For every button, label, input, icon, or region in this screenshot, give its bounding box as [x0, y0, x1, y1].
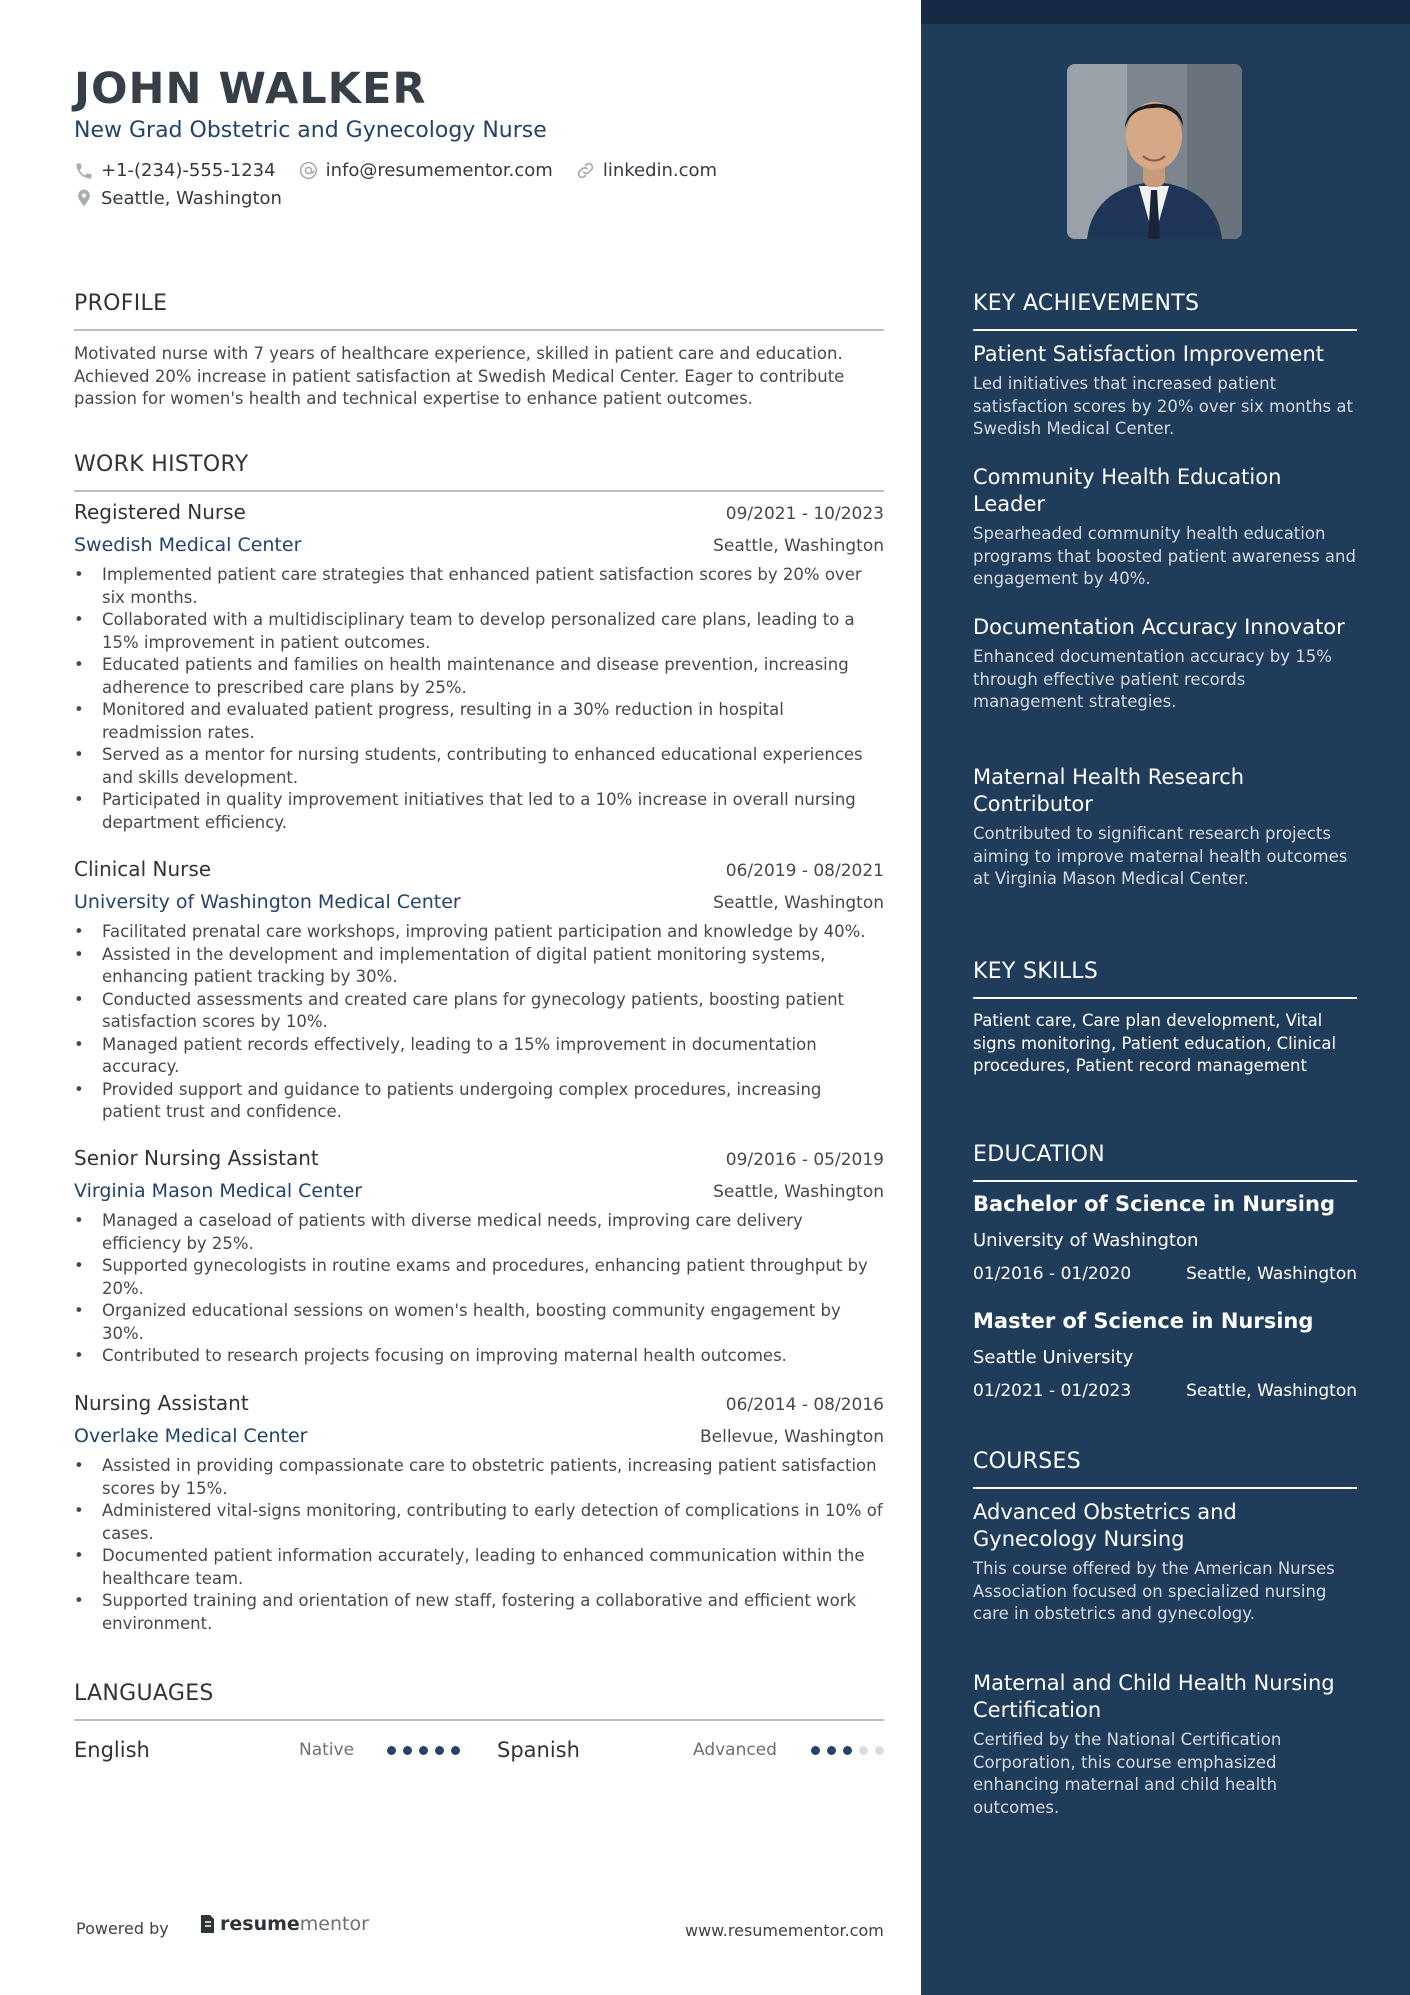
profile-photo: [1067, 64, 1242, 239]
at-icon: [298, 160, 319, 181]
sidebar-top-band: [921, 0, 1410, 24]
language-name: Spanish: [497, 1738, 580, 1762]
job-bullet: • Collaborated with a multidisciplinary team to develop personalized care plans, leading to a 15% improvement in patient outcomes.: [74, 609, 884, 654]
education-dates: 01/2016 - 01/2020: [973, 1264, 1132, 1284]
job-entry: [74, 1391, 884, 1635]
linkedin-contact[interactable]: [575, 160, 717, 181]
language-item: [497, 1735, 897, 1765]
job-bullets: [74, 1455, 884, 1635]
location-contact: [74, 187, 282, 209]
phone-contact: [74, 160, 276, 181]
education-item: [973, 1309, 1357, 1401]
job-bullet: • Managed patient records effectively, leading to a 15% improvement in documentation accuracy.: [74, 1034, 884, 1079]
job-entry: [74, 857, 884, 1124]
job-bullet: • Managed a caseload of patients with diverse medical needs, improving care delivery efficiency by 25%.: [74, 1210, 884, 1255]
achievement-item: [973, 341, 1357, 441]
course-item: [973, 1670, 1357, 1819]
rating-dot-filled: [811, 1746, 820, 1755]
education-school: University of Washington: [973, 1230, 1199, 1251]
location-pin-icon: [74, 187, 94, 209]
achievement-desc: Led initiatives that increased patient satisfaction scores by 20% over six months at Swedish Medical Center.: [973, 374, 1353, 438]
job-bullet: • Administered vital-signs monitoring, contributing to early detection of complications in 10% of cases.: [74, 1500, 884, 1545]
job-bullets: [74, 1210, 884, 1368]
achievement-desc: Enhanced documentation accuracy by 15% through effective patient records management strategies.: [973, 647, 1332, 711]
job-bullet: • Monitored and evaluated patient progress, resulting in a 30% reduction in hospital readmission rates.: [74, 699, 884, 744]
work-divider: [74, 490, 884, 492]
job-bullet: • Implemented patient care strategies that enhanced patient satisfaction scores by 20% over six months.: [74, 564, 884, 609]
job-bullet: • Supported gynecologists in routine exams and procedures, enhancing patient throughput by 20%.: [74, 1255, 884, 1300]
resumementor-logo-icon: [198, 1914, 216, 1934]
job-role: Nursing Assistant: [74, 1391, 249, 1415]
job-bullet: • Supported training and orientation of new staff, fostering a collaborative and efficient work environment.: [74, 1590, 884, 1635]
courses-heading: COURSES: [973, 1449, 1081, 1474]
achievement-item: [973, 464, 1357, 591]
email-text: info@resumementor.com: [325, 160, 553, 181]
education-location: Seattle, Washington: [1186, 1264, 1357, 1284]
language-item: [74, 1735, 474, 1765]
course-title: Maternal and Child Health Nursing Certification: [973, 1671, 1335, 1722]
language-level: Native: [299, 1740, 355, 1760]
education-divider: [973, 1180, 1357, 1182]
profile-heading: PROFILE: [74, 291, 168, 316]
phone-icon: [74, 161, 94, 181]
education-location: Seattle, Washington: [1186, 1381, 1357, 1401]
language-rating: [387, 1746, 467, 1755]
contact-row: [74, 160, 739, 181]
education-degree: Master of Science in Nursing: [973, 1309, 1314, 1333]
candidate-title: New Grad Obstetric and Gynecology Nurse: [74, 118, 547, 143]
rating-dot-empty: [875, 1746, 884, 1755]
job-bullet: • Organized educational sessions on women's health, boosting community engagement by 30%.: [74, 1300, 884, 1345]
job-company: Virginia Mason Medical Center: [74, 1180, 363, 1202]
achievement-title: Maternal Health Research Contributor: [973, 765, 1245, 816]
resumementor-logo[interactable]: [198, 1913, 369, 1935]
job-entry: [74, 1146, 884, 1368]
education-item: [973, 1192, 1357, 1284]
rating-dot-filled: [403, 1746, 412, 1755]
education-school: Seattle University: [973, 1347, 1134, 1368]
job-bullet: • Documented patient information accurately, leading to enhanced communication within the healthcare team.: [74, 1545, 884, 1590]
job-bullet: • Contributed to research projects focusing on improving maternal health outcomes.: [74, 1345, 884, 1368]
location-text: Seattle, Washington: [101, 187, 282, 209]
linkedin-text: linkedin.com: [602, 160, 718, 181]
job-bullet: • Assisted in the development and implementation of digital patient monitoring systems, enhancing patient tracking by 30%.: [74, 944, 884, 989]
skills-divider: [973, 997, 1357, 999]
job-dates: 06/2014 - 08/2016: [725, 1395, 884, 1415]
education-heading: EDUCATION: [973, 1142, 1106, 1167]
rating-dot-filled: [451, 1746, 460, 1755]
language-rating: [811, 1746, 891, 1755]
job-role: Clinical Nurse: [74, 857, 212, 881]
rating-dot-empty: [859, 1746, 868, 1755]
achievement-item: [973, 764, 1357, 891]
job-location: Seattle, Washington: [713, 536, 884, 556]
achievements-heading: KEY ACHIEVEMENTS: [973, 291, 1200, 316]
rating-dot-filled: [387, 1746, 396, 1755]
achievement-title: Documentation Accuracy Innovator: [973, 615, 1345, 639]
job-bullet: • Participated in quality improvement initiatives that led to a 10% increase in overall nursing department efficiency.: [74, 789, 884, 834]
job-company: Overlake Medical Center: [74, 1425, 308, 1447]
education-dates: 01/2021 - 01/2023: [973, 1381, 1132, 1401]
languages-divider: [74, 1719, 884, 1721]
education-degree: Bachelor of Science in Nursing: [973, 1192, 1335, 1216]
candidate-name: JOHN WALKER: [74, 64, 427, 114]
phone-text: +1-(234)-555-1234: [101, 160, 276, 181]
work-heading: WORK HISTORY: [74, 452, 249, 477]
job-entry: [74, 500, 884, 834]
job-dates: 06/2019 - 08/2021: [725, 861, 884, 881]
job-dates: 09/2016 - 05/2019: [725, 1150, 884, 1170]
language-level: Advanced: [693, 1740, 777, 1760]
achievement-desc: Spearheaded community health education programs that boosted patient awareness and engagement by 40%.: [973, 524, 1356, 588]
achievement-desc: Contributed to significant research projects aiming to improve maternal health outcomes at Virginia Mason Medical Center.: [973, 824, 1348, 888]
profile-divider: [74, 329, 884, 331]
course-title: Advanced Obstetrics and Gynecology Nursing: [973, 1500, 1237, 1551]
course-item: [973, 1499, 1357, 1626]
rating-dot-filled: [843, 1746, 852, 1755]
course-desc: This course offered by the American Nurses Association focused on specialized nursing care in obstetrics and gynecology.: [973, 1559, 1335, 1623]
profile-text: Motivated nurse with 7 years of healthcare experience, skilled in patient care and education. Achieved 20% increase in patient satisfaction at Swedish Medical Center. Eager to contribute passion for women's health and technical expertise to enhance patient outcomes.: [74, 344, 845, 408]
job-bullet: • Served as a mentor for nursing students, contributing to enhanced educational experiences and skills development.: [74, 744, 884, 789]
link-icon: [575, 160, 596, 181]
email-contact[interactable]: [298, 160, 553, 181]
footer-website[interactable]: www.resumementor.com: [685, 1921, 884, 1940]
job-bullet: • Conducted assessments and created care plans for gynecology patients, boosting patient satisfaction scores by 10%.: [74, 989, 884, 1034]
job-bullet: • Educated patients and families on health maintenance and disease prevention, increasing adherence to prescribed care plans by 25%.: [74, 654, 884, 699]
course-desc: Certified by the National Certification Corporation, this course emphasized enhancing maternal and child health outcomes.: [973, 1730, 1282, 1817]
job-location: Bellevue, Washington: [699, 1427, 884, 1447]
job-role: Senior Nursing Assistant: [74, 1146, 319, 1170]
achievement-title: Community Health Education Leader: [973, 465, 1282, 516]
job-bullet: • Facilitated prenatal care workshops, improving patient participation and knowledge by 40%.: [74, 921, 884, 944]
languages-heading: LANGUAGES: [74, 1681, 214, 1706]
rating-dot-filled: [435, 1746, 444, 1755]
rating-dot-filled: [827, 1746, 836, 1755]
rating-dot-filled: [419, 1746, 428, 1755]
job-bullets: [74, 564, 884, 834]
job-location: Seattle, Washington: [713, 1182, 884, 1202]
courses-divider: [973, 1487, 1357, 1489]
skills-text: Patient care, Care plan development, Vital signs monitoring, Patient education, Clinical procedures, Patient record management: [973, 1011, 1337, 1075]
skills-heading: KEY SKILLS: [973, 959, 1099, 984]
achievement-title: Patient Satisfaction Improvement: [973, 342, 1324, 366]
job-bullet: • Provided support and guidance to patients undergoing complex procedures, increasing patient trust and confidence.: [74, 1079, 884, 1124]
language-name: English: [74, 1738, 150, 1762]
job-bullet: • Assisted in providing compassionate care to obstetric patients, increasing patient satisfaction scores by 15%.: [74, 1455, 884, 1500]
sidebar: [921, 0, 1410, 1995]
job-location: Seattle, Washington: [713, 893, 884, 913]
logo-text-light: mentor: [299, 1913, 369, 1935]
job-dates: 09/2021 - 10/2023: [725, 504, 884, 524]
job-company: University of Washington Medical Center: [74, 891, 461, 913]
achievements-divider: [973, 329, 1357, 331]
job-bullets: [74, 921, 884, 1124]
powered-by-label: Powered by: [76, 1919, 169, 1938]
job-company: Swedish Medical Center: [74, 534, 302, 556]
logo-text-bold: resume: [220, 1913, 300, 1935]
job-role: Registered Nurse: [74, 500, 246, 524]
location-row: [74, 187, 304, 209]
achievement-item: [973, 614, 1357, 714]
